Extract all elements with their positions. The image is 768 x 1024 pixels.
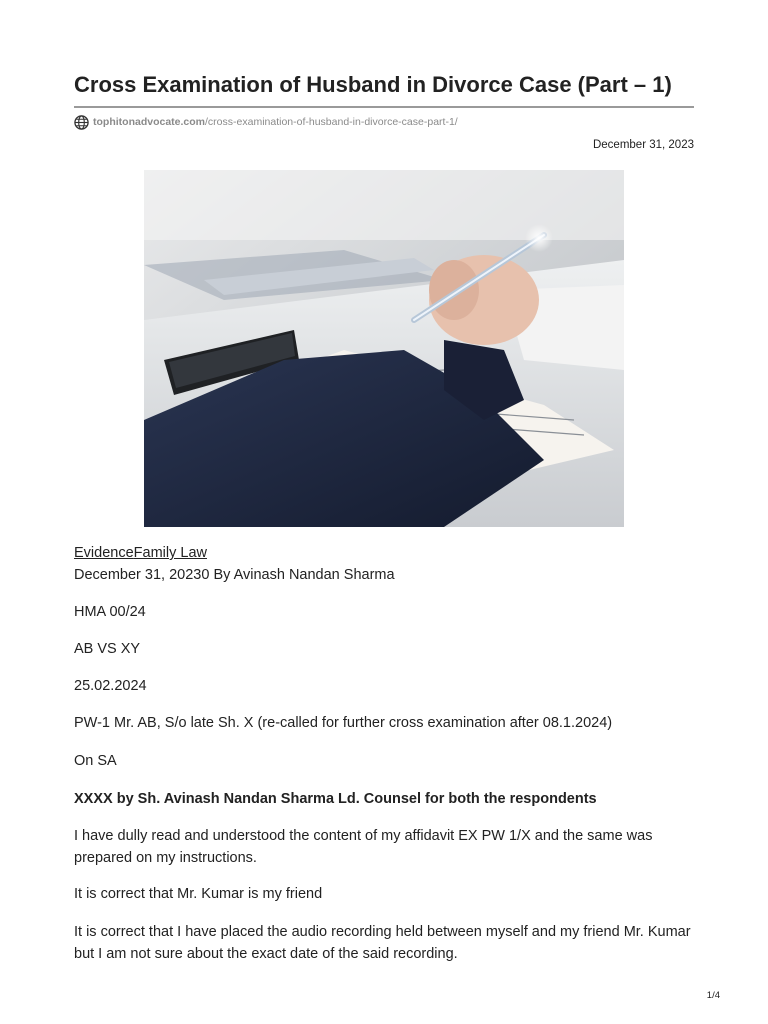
title-divider bbox=[74, 106, 694, 108]
case-number: HMA 00/24 bbox=[74, 604, 146, 620]
paragraph-recording: It is correct that I have placed the audio recording held between myself and my friend Mr. Kumar but I am not sure about the exact date of the said recording. bbox=[74, 924, 691, 962]
category-links bbox=[74, 542, 694, 564]
category-link-evidence[interactable]: Evidence bbox=[74, 545, 134, 561]
page-number: 1/4 bbox=[706, 990, 720, 1001]
paragraph-friend: It is correct that Mr. Kumar is my friend bbox=[74, 886, 323, 902]
oath-line: On SA bbox=[74, 753, 117, 769]
hearing-date: 25.02.2024 bbox=[74, 678, 147, 694]
article-photo bbox=[144, 170, 624, 527]
counsel-heading: XXXX by Sh. Avinash Nandan Sharma Ld. Counsel for both the respondents bbox=[74, 791, 597, 807]
case-parties: AB VS XY bbox=[74, 641, 141, 657]
globe-icon bbox=[74, 115, 89, 130]
article-date: December 31, 2023 bbox=[592, 139, 694, 151]
byline: December 31, 20230 By Avinash Nandan Sharma bbox=[74, 567, 395, 583]
source-domain: tophitonadvocate.com bbox=[93, 116, 206, 128]
article-photo-illustration bbox=[144, 170, 624, 527]
category-link-family-law[interactable]: Family Law bbox=[133, 545, 207, 561]
source-link[interactable] bbox=[74, 114, 458, 130]
page-title: Cross Examination of Husband in Divorce Case (Part – 1) bbox=[74, 72, 672, 97]
witness-line: PW-1 Mr. AB, S/o late Sh. X (re-called for further cross examination after 08.1.2024) bbox=[74, 715, 613, 731]
paragraph-affidavit: I have dully read and understood the content of my affidavit EX PW 1/X and the same was prepared on my instructions. bbox=[74, 828, 653, 866]
source-path: /cross-examination-of-husband-in-divorce-case-part-1/ bbox=[205, 116, 458, 128]
